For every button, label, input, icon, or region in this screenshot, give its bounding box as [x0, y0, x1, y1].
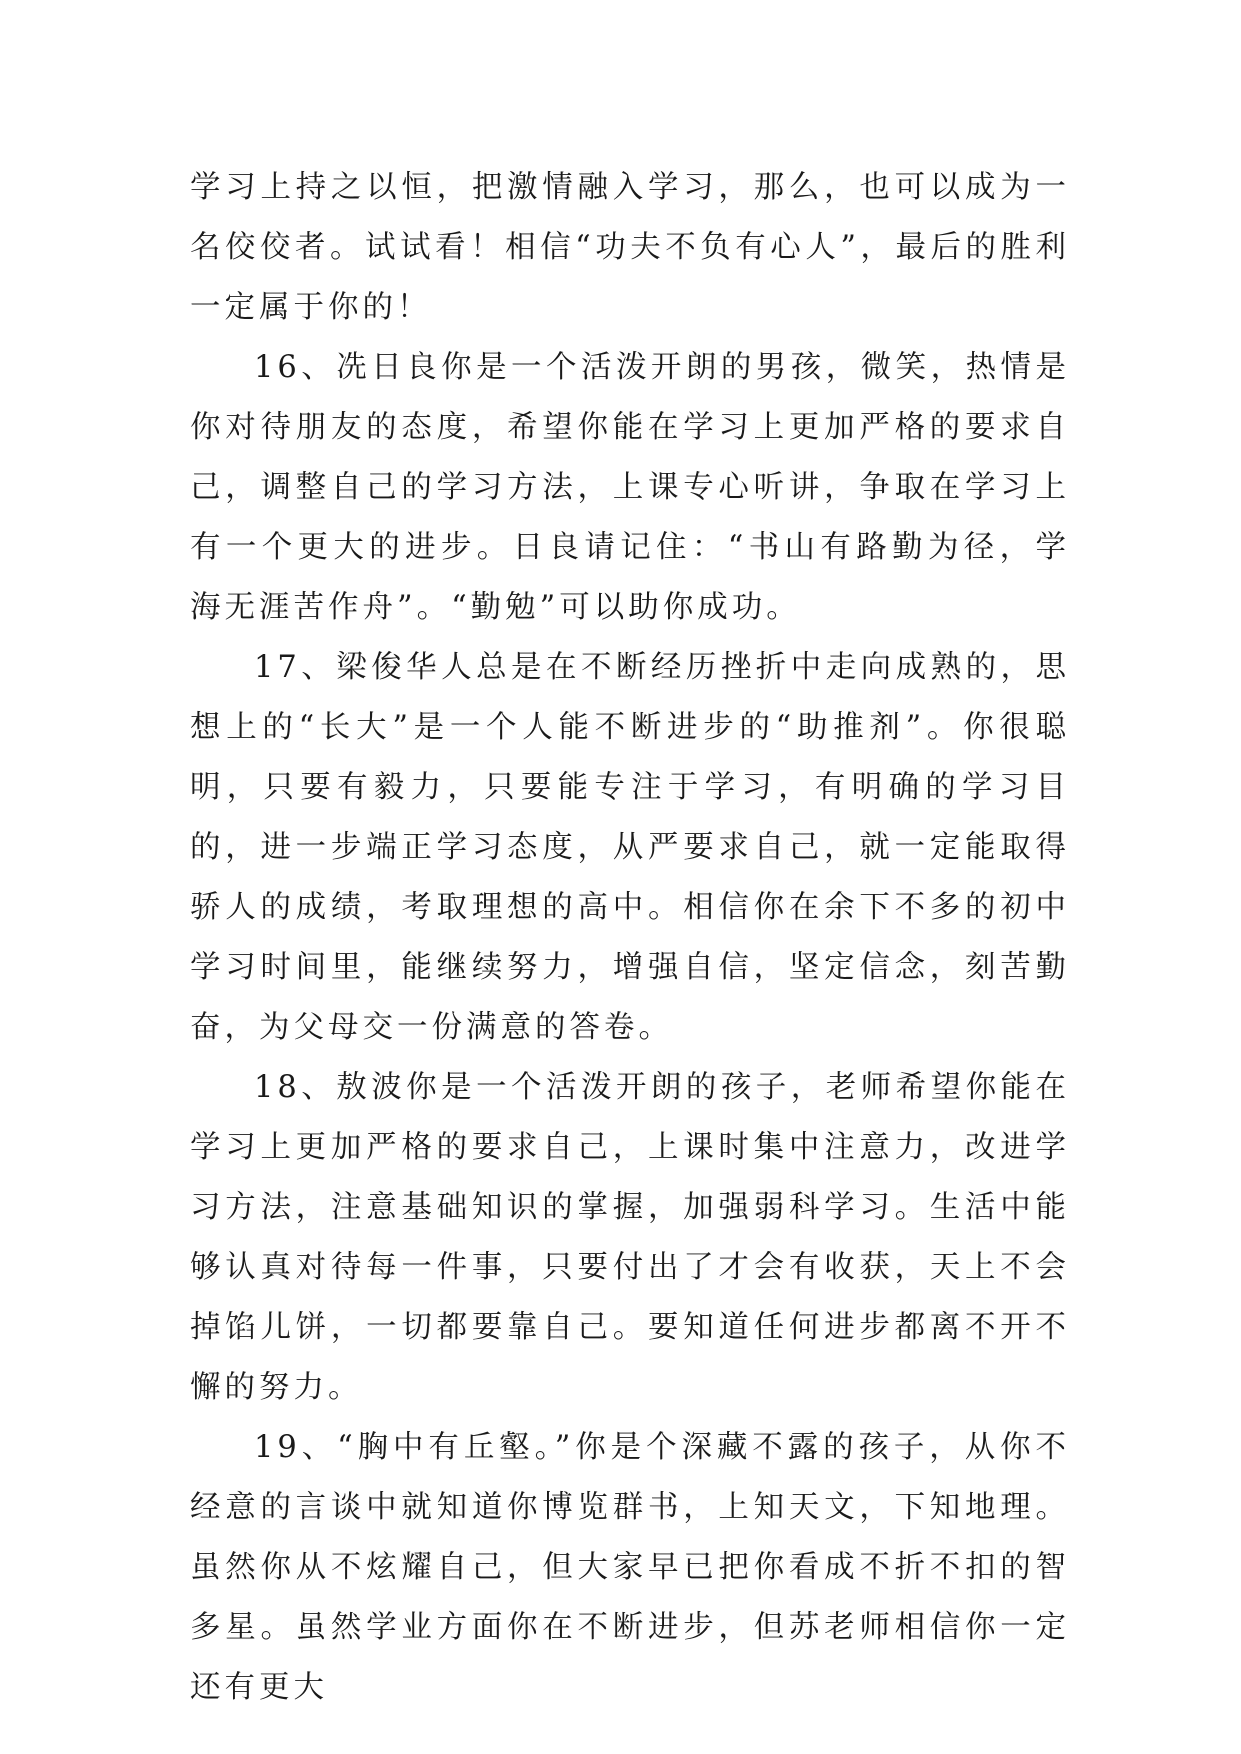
paragraph-continuation: 学习上持之以恒，把激情融入学习，那么，也可以成为一名佼佼者。试试看！相信“功夫不负有心人”，最后的胜利一定属于你的！: [190, 170, 1070, 325]
paragraph-comment-17: 17、梁俊华人总是在不断经历挫折中走向成熟的，思想上的“长大”是一个人能不断进步的“助推剂”。你很聪明，只要有毅力，只要能专注于学习，有明确的学习目的，进一步端正学习态度，从严要求自己，就一定能取得骄人的成绩，考取理想的高中。相信你在余下不多的初中学习时间里，能继续努力，增强自信，坚定信念，刻苦勤奋，为父母交一份满意的答卷。: [190, 650, 1070, 1045]
paragraph-comment-18: 18、敖波你是一个活泼开朗的孩子，老师希望你能在学习上更加严格的要求自己，上课时集中注意力，改进学习方法，注意基础知识的掌握，加强弱科学习。生活中能够认真对待每一件事，只要付出了才会有收获，天上不会掉馅儿饼，一切都要靠自己。要知道任何进步都离不开不懈的努力。: [190, 1070, 1070, 1405]
paragraph-comment-19: 19、“胸中有丘壑。”你是个深藏不露的孩子，从你不经意的言谈中就知道你博览群书，上知天文，下知地理。虽然你从不炫耀自己，但大家早已把你看成不折不扣的智多星。虽然学业方面你在不断进步，但苏老师相信你一定还有更大: [190, 1430, 1070, 1705]
document-body: [190, 158, 1070, 1718]
paragraph-comment-16: 16、冼日良你是一个活泼开朗的男孩，微笑，热情是你对待朋友的态度，希望你能在学习上更加严格的要求自己，调整自己的学习方法，上课专心听讲，争取在学习上有一个更大的进步。日良请记住：“书山有路勤为径，学海无涯苦作舟”。“勤勉”可以助你成功。: [190, 350, 1070, 625]
